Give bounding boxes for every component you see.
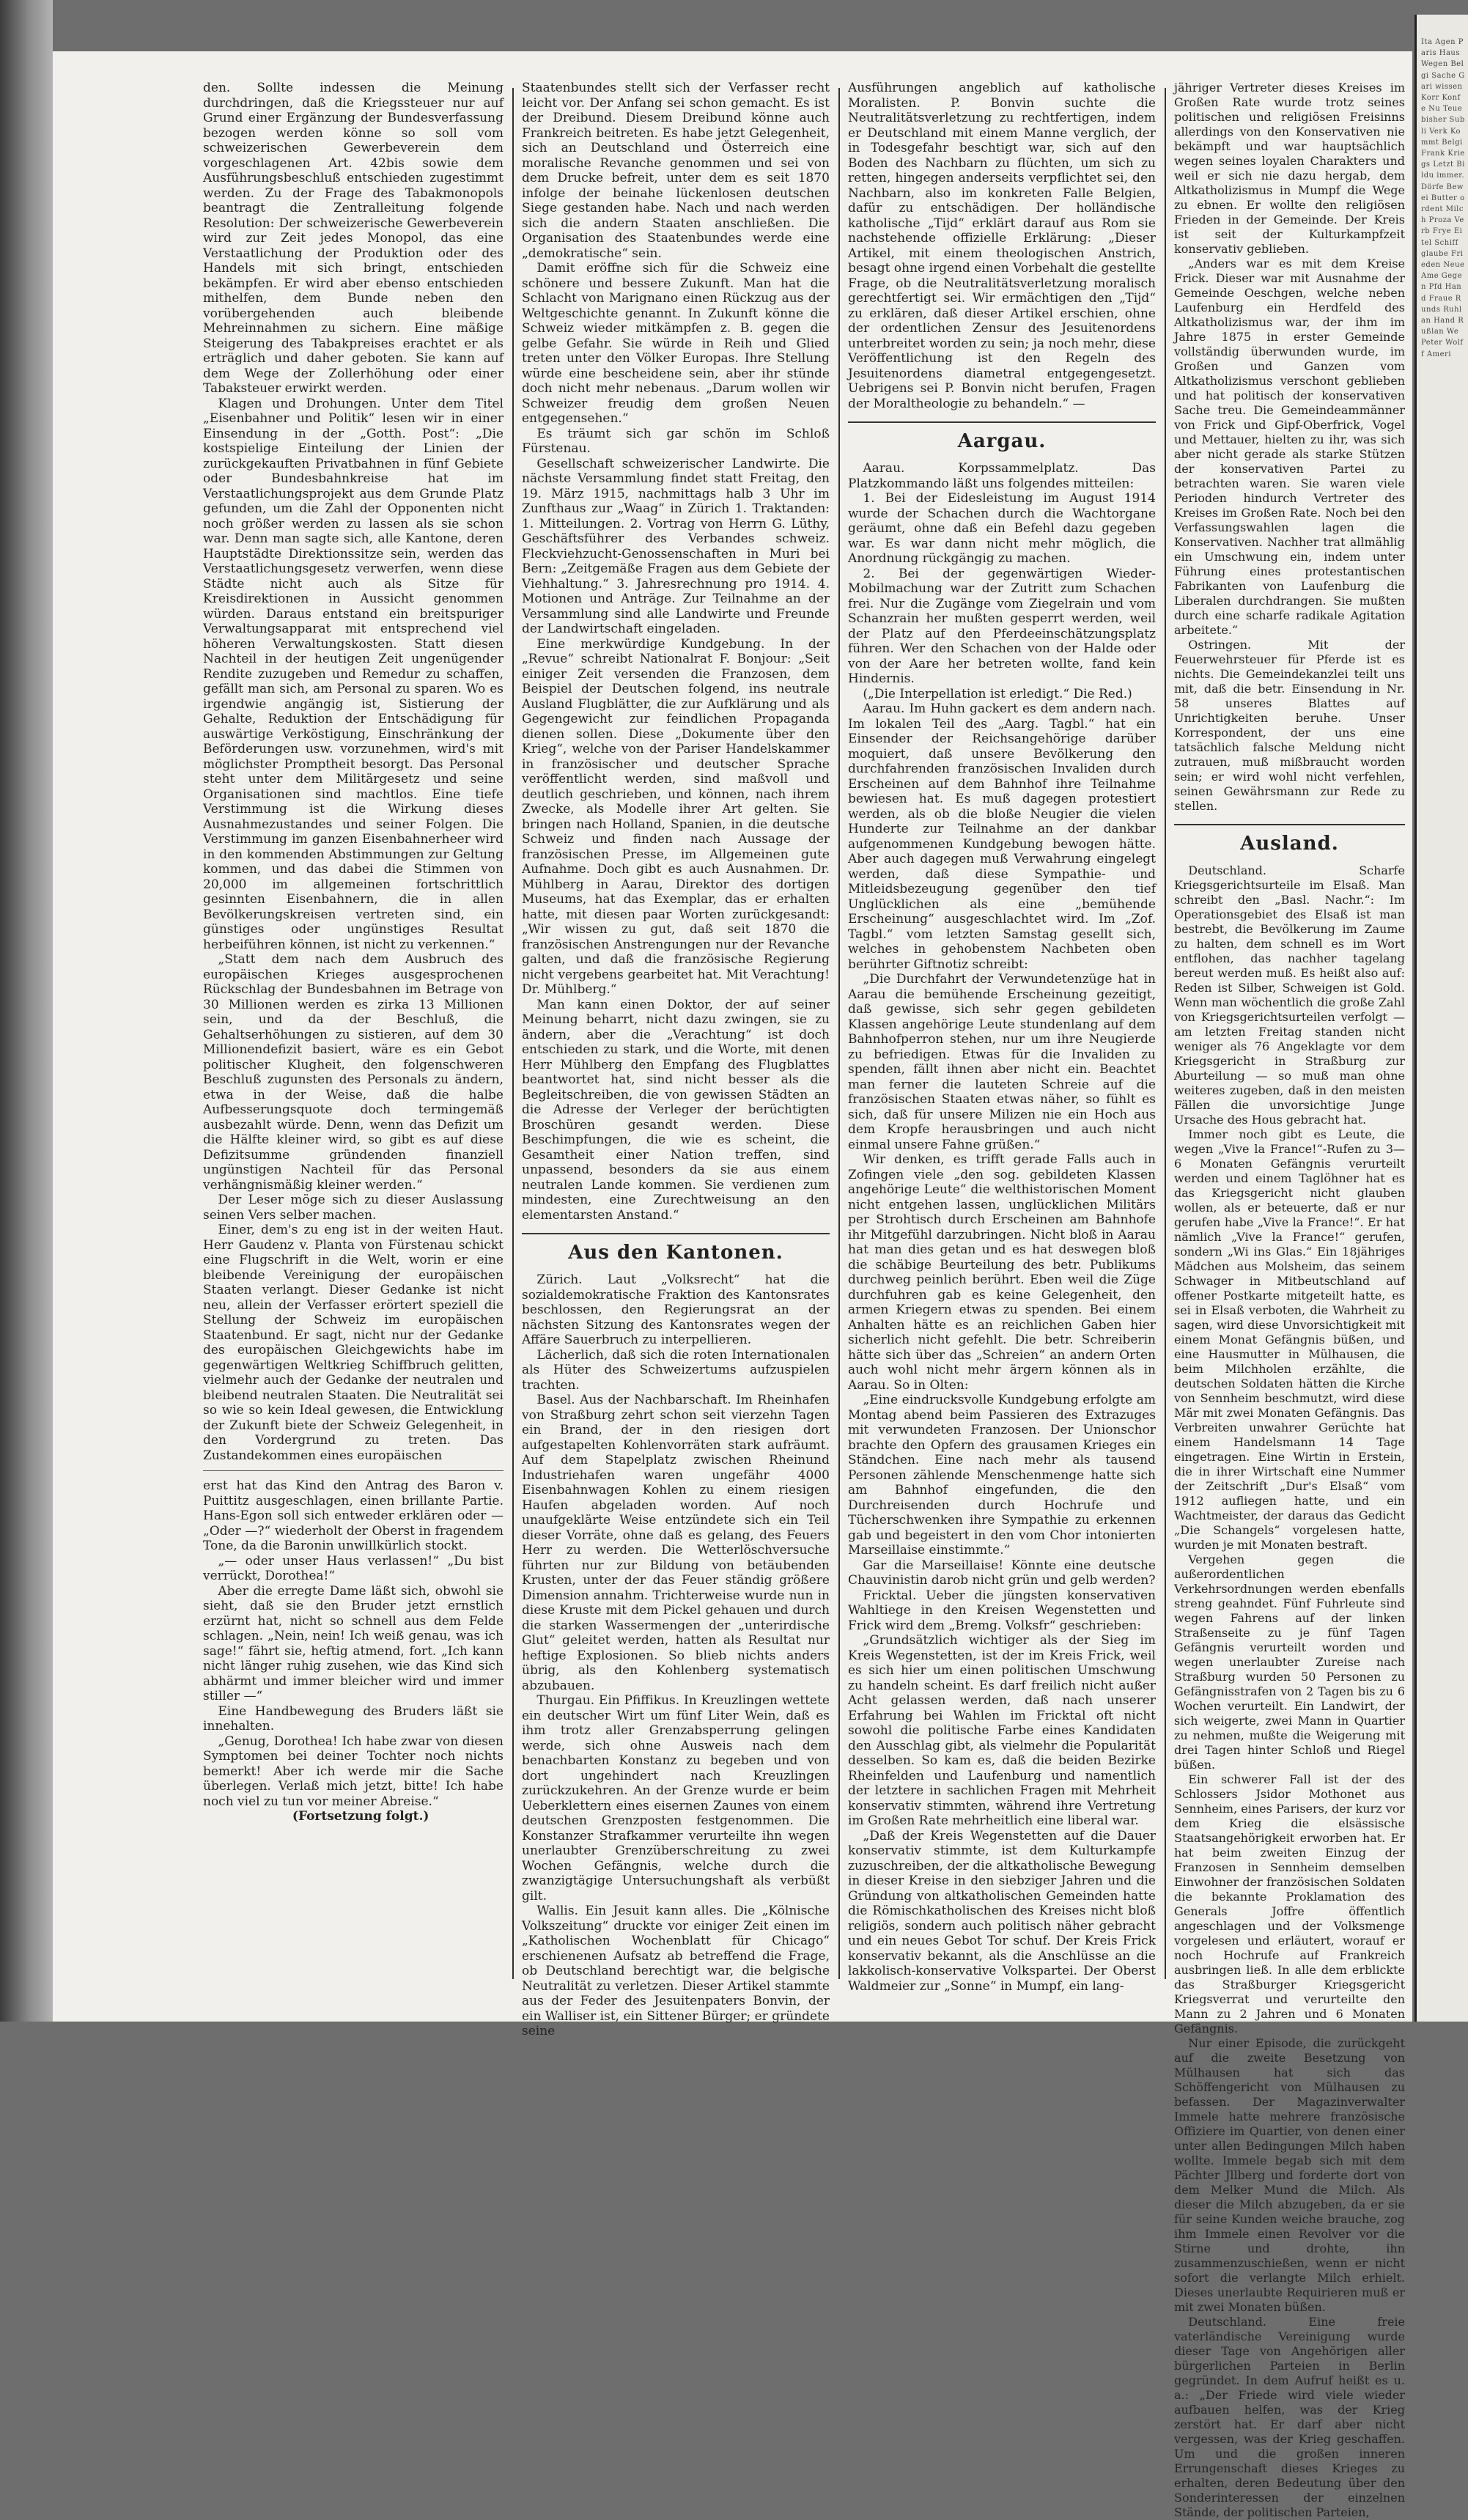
paragraph: Eine Handbewegung des Bruders läßt sie innehalten.	[203, 1703, 504, 1734]
feuilleton-divider	[203, 1470, 504, 1471]
column-1	[203, 81, 504, 1979]
paragraph: Immer noch gibt es Leute, die wegen „Vive la France!“-Rufen zu 3—6 Monaten Gefängnis verurteilt werden und einem Taglöhner hat es das Kriegsgericht nicht glauben wollen, als er beteuerte, daß er nur gerufen habe „Vive la France!“. Er hat nämlich „Vive la France!“ gerufen, sondern „Wi ins Glas.“ Ein 18jähriges Mädchen aus Molsheim, das seinem Schwager in Mitbeutschland auf offener Postkarte mitgeteilt hatte, es sei in Elsaß verboten, die Wahrheit zu sagen, wird diese Unvorsichtigkeit mit einem Monat Gefängnis büßen, und eine Hausmutter in Mülhausen, die beim Milchholen erzählte, die deutschen Soldaten hätten die Kirche von Sennheim beschmutzt, wird diese Mär mit zwei Monaten Gefängnis. Das Verbreiten unwahrer Gerüchte hat einem Handelsmann 14 Tage eingetragen. Eine Wirtin in Erstein, die in ihrer Wirtschaft eine Nummer der Zeitschrift „Dur's Elsaß“ vom 1912 aufliegen hatte, und ein Wachtmeister, der daraus das Gedicht „Die Schangels“ vorgelesen hatte, wurden je mit Monaten bestraft.	[1174, 1127, 1405, 1552]
paragraph: Vergehen gegen die außerordentlichen Verkehrsordnungen werden ebenfalls streng geahndet. Fünf Fuhrleute sind wegen Fahrens auf der linken Straßenseite zu je fünf Tagen Gefängnis verurteilt worden und wegen unerlaubter Zureise nach Straßburg wurden 50 Personen zu Gefängnisstrafen von 2 Tagen bis zu 6 Wochen verurteilt. Ein Landwirt, der sich weigerte, zwei Mann in Quartier zu nehmen, mußte die Weigerung mit drei Tagen hinter Schloß und Riegel büßen.	[1174, 1552, 1405, 1772]
section-title-aargau: Aargau.	[848, 421, 1156, 454]
paragraph: Nur einer Episode, die zurückgeht auf die zweite Besetzung von Mülhausen hat sich das Schöffengericht von Mülhausen zu befassen. Der Magazinverwalter Immele hatte mehrere französische Offiziere im Quartier, von denen einer unter allen Bedingungen Milch haben wollte. Immele begab sich mit dem Pächter Jllberg und forderte dort von dem Melker Mund die Milch. Als dieser die Milch abzugeben, da er sie für seine Kunden weiche brauche, zog ihm Immele einen Revolver vor die Stirne und drohte, ihn zusammenzuschießen, wenn er nicht sofort die verlangte Milch erhielt. Dieses unerlaubte Requirieren muß er mit zwei Monaten büßen.	[1174, 2036, 1405, 2314]
paragraph: Der Leser möge sich zu dieser Auslassung seinen Vers selber machen.	[203, 1193, 504, 1223]
paragraph: Einer, dem's zu eng ist in der weiten Haut. Herr Gaudenz v. Planta von Fürstenau schickt eine Flugschrift in die Welt, worin er eine bleibende Vereinigung der europäischen Staaten verlangt. Dieser Gedanke ist nicht neu, allein der Verfasser erörtert speziell die Stellung der Schweiz im europäischen Staatenbund. Er sagt, nicht nur der Gedanke des europäischen Gleichgewichts habe im gegenwärtigen Weltkrieg Schiffbruch gelitten, vielmehr auch der Gedanke der neutralen und bleibend neutralen Staaten. Die Neutralität sei so wie so kein Ideal gewesen, die Entwicklung der Zukunft biete der Schweiz Gelegenheit, in den Vordergrund zu treten. Das Zustandekommen eines europäischen	[203, 1223, 504, 1463]
paragraph: 2. Bei der gegenwärtigen Wieder-Mobilmachung war der Zutritt zum Schachen frei. Nur die Zugänge vom Ziegelrain und vom Schanzrain her mußten gesperrt werden, weil der Platz auf den Pferdeeinschätzungsplatz führen. Wer den Schachen von der Halde oder von der Aare her betreten wollte, fand kein Hindernis.	[848, 566, 1156, 686]
paragraph: „Genug, Dorothea! Ich habe zwar von diesen Symptomen bei deiner Tochter noch nichts bemerkt! Aber ich werde mir die Sache überlegen. Verlaß mich jetzt, bitte! Ich habe noch viel zu tun vor meiner Abreise.“	[203, 1734, 504, 1809]
paragraph: Ostringen. Mit der Feuerwehrsteuer für Pferde ist es nichts. Die Gemeindekanzlei teilt uns mit, daß die betr. Einsendung in Nr. 58 unseres Blattes auf Unrichtigkeiten beruhe. Unser Korrespondent, der uns eine tatsächlich falsche Meldung nicht zutrauen, muß mißbraucht worden sein; er wird wohl nicht verfehlen, seinen Gewährsmann zur Rede zu stellen.	[1174, 638, 1405, 813]
paragraph: 1. Bei der Eidesleistung im August 1914 wurde der Schachen durch die Wachtorgane geräumt, ohne daß ein Befehl dazu gegeben war. Es war dann nicht mehr möglich, die Anordnung rückgängig zu machen.	[848, 491, 1156, 566]
paragraph: Deutschland. Scharfe Kriegsgerichtsurteile im Elsaß. Man schreibt den „Basl. Nachr.“: Im Operationsgebiet des Elsaß ist man bestrebt, die Bevölkerung im Zaume zu halten, dem schnell es im Wort entflohen, das nachher tagelang bereut werden muß. Es heißt also auf: Reden ist Silber, Schweigen ist Gold. Wenn man wöchentlich die große Zahl von Kriegsgerichtsurteilen verfolgt — am letzten Freitag standen nicht weniger als 76 Angeklagte vor dem Kriegsgericht in Straßburg zur Aburteilung — so muß man ohne weiteres zugeben, daß in den meisten Fällen die unvorsichtige Junge Ursache des Hous gebracht hat.	[1174, 863, 1405, 1127]
paragraph: Aarau. Korpssammelplatz. Das Platzkommando läßt uns folgendes mitteilen:	[848, 461, 1156, 491]
column-4	[1174, 81, 1405, 2519]
paragraph: Wallis. Ein Jesuit kann alles. Die „Kölnische Volkszeitung“ druckte vor einiger Zeit einen im „Katholischen Wochenblatt für Chicago“ erschienenen Aufsatz ab betreffend die Frage, ob Deutschland berechtigt war, die belgische Neutralität zu verletzen. Dieser Artikel stammte aus der Feder des Jesuitenpaters Bonvin, der ein Walliser ist, ein Sittener Bürger; er gründete seine	[522, 1904, 830, 2038]
paragraph: „Anders war es mit dem Kreise Frick. Dieser war mit Ausnahme der Gemeinde Oeschgen, welche neben Laufenburg ein Herdfeld des Altkatholizismus war, der ihm im Jahre 1875 in erster Gemeinde vollständig überwunden wurde, im Großen und Ganzen vom Altkatholizismus verschont geblieben und hat politisch der konservativen Sache treu. Die Gemeindeammänner von Frick und Gipf-Oberfrick, Vogel und Mettauer, hielten zu ihr, was sich aber nicht gerade als starke Stützen der konservativen Partei zu betrachten waren. Sie waren viele Perioden hindurch Vertreter des Kreises im Großen Rate. Noch bei den Verfassungswahlen lagen die Konservativen. Nachher trat allmählig ein Umschwung ein, indem unter Führung eines protestantischen Fabrikanten von Laufenburg die Liberalen durchdrangen. Sie mußten durch eine scharfe radikale Agitation arbeitete.“	[1174, 257, 1405, 637]
paragraph: erst hat das Kind den Antrag des Baron v. Puittitz ausgeschlagen, einen brillante Partie. Hans-Egon soll sich entweder erklären oder — „Oder —?“ wiederholt der Oberst in fragendem Tone, da die Baronin unwillkürlich stockt.	[203, 1478, 504, 1553]
adjacent-page-edge	[1414, 15, 1468, 2022]
paragraph: Klagen und Drohungen. Unter dem Titel „Eisenbahner und Politik“ lesen wir in einer Einsendung in der „Gotth. Post“: „Die kostspielige Einteilung der Linien der zurückgekauften Privatbahnen in fünf Gebiete oder Bundesbahnkreise hat im Verstaatlichungsprojekt aus dem Grunde Platz gefunden, um die Zahl der Opponenten nicht noch größer werden zu lassen als sie schon war. Denn man sagte sich, alle Kantone, deren Hauptstädte Direktionssitze sein, werden das Verstaatlichungsgesetz verwerfen, wenn diese Städte nicht auch als Sitze für Kreisdirektionen in Aussicht genommen würden. Daraus entstand ein breitspuriger Verwaltungsapparat mit entsprechend viel höheren Verwaltungskosten. Statt diesen Nachteil in der heutigen Zeit ungenügender Rendite zuzugeben und Remedur zu schaffen, gefällt man sich, am Personal zu sparen. Wo es irgendwie angängig ist, Sistierung der Gehalte, Reduktion der Entschädigung für auswärtige Verköstigung, Einschränkung der Beförderungen usw. vorzunehmen, wird's mit möglichster Promptheit besorgt. Das Personal steht unter dem Militärgesetz und seine Organisationen sind machtlos. Eine tiefe Verstimmung ist die Wirkung dieses Ausnahmezustandes und seiner Folgen. Die Verstimmung im ganzen Eisenbahnerheer wird in den kommenden Abstimmungen zur Geltung kommen, und das dabei die Stimmen von 20,000 im allgemeinen fortschrittlich gesinnten Eisenbahnern, die in allen Bevölkerungskreisen vertreten sind, ein günstiges oder ungünstiges Resultat herbeiführen können, ist nicht zu verkennen.“	[203, 396, 504, 952]
paragraph: den. Sollte indessen die Meinung durchdringen, daß die Kriegssteuer nur auf Grund einer Ergänzung der Bundesverfassung bezogen werden könne so soll vom schweizerischen Gewerbeverein dem vorgeschlagenen Art. 42bis sowie dem Ausführungsbeschluß entschieden zugestimmt werden. Zu der Frage des Tabakmonopols beantragt die Zentralleitung folgende Resolution: Der schweizerische Gewerbeverein wird zur Zeit jedes Monopol, das eine Verstaatlichung der Produktion oder des Handels mit sich bringt, entschieden bekämpfen. Er wird aber ebenso entschieden mithelfen, dem Bunde neben den vorübergehenden auch bleibende Mehreinnahmen zu sichern. Eine mäßige Steigerung des Tabakpreises erachtet er als erträglich und daher geboten. Sie kann auf dem Wege der Zollerhöhung oder einer Tabaksteuer erwirkt werden.	[203, 81, 504, 396]
paragraph: Fricktal. Ueber die jüngsten konservativen Wahltiege in den Kreisen Wegenstetten und Frick wird dem „Bremg. Volksfr“ geschrieben:	[848, 1588, 1156, 1633]
paragraph: „Grundsätzlich wichtiger als der Sieg im Kreis Wegenstetten, ist der im Kreis Frick, weil es sich hier um einen politischen Umschwung zu handeln scheint. Es darf freilich nicht außer Acht gelassen werden, daß nach unserer Erfahrung bei Wahlen im Fricktal oft nicht sowohl die politische Farbe eines Kandidaten den Ausschlag gibt, als vielmehr die Popularität desselben. So kam es, daß die beiden Bezirke Rheinfelden und Laufenburg und namentlich der letztere in sachlichen Fragen mit Mehrheit konservativ stimmten, während ihre Vertretung im Großen Rate mehrheitlich eine liberal war.	[848, 1633, 1156, 1828]
column-2	[522, 81, 830, 2038]
paragraph: Man kann einen Doktor, der auf seiner Meinung beharrt, nicht dazu zwingen, sie zu ändern, aber die „Verachtung“ ist doch entschieden zu stark, und die Worte, mit denen Herr Mühlberg den Empfang des Flugblattes beantwortet hat, sind nicht besser als die Begleitschreiben, die von gewissen Städten an die Adresse der Verleger der berüchtigten Broschüren gesandt werden. Diese Beschimpfungen, die wie es scheint, die Gesamtheit einer Nation treffen, sind unpassend, besonders da sie aus einem neutralen Lande kommen. Sie verdienen zum mindesten, eine Zurechtweisung an den elementarsten Anstand.“	[522, 997, 830, 1223]
paragraph: Lächerlich, daß sich die roten Internationalen als Hüter des Schweizertums aufzuspielen trachten.	[522, 1347, 830, 1393]
newspaper-page	[53, 51, 1412, 2519]
paragraph: Zürich. Laut „Volksrecht“ hat die sozialdemokratische Fraktion des Kantonsrates beschlossen, den Regierungsrat an der nächsten Sitzung des Kantonsrates wegen der Affäre Sauerbruch zu interpellieren.	[522, 1272, 830, 1347]
paragraph: Gesellschaft schweizerischer Landwirte. Die nächste Versammlung findet statt Freitag, den 19. März 1915, nachmittags halb 3 Uhr im Zunfthaus zur „Waag“ in Zürich 1. Traktanden: 1. Mitteilungen. 2. Vortrag von Herrn G. Lüthy, Geschäftsführer des Verbandes schweiz. Fleckviehzucht-Genossenschaften in Muri bei Bern: „Zeitgemäße Fragen aus dem Gebiete der Viehhaltung.“ 3. Jahresrechnung pro 1914. 4. Motionen und Anträge. Zur Teilnahme an der Versammlung sind alle Landwirte und Freunde der Landwirtschaft eingeladen.	[522, 456, 830, 636]
column-rule	[1165, 88, 1166, 1979]
paragraph: jähriger Vertreter dieses Kreises im Großen Rate wurde trotz seines politischen und religiösen Freisinns allerdings von den Konservativen nie bekämpft und war hauptsächlich wegen seines loyalen Charakters und weil er sich nie dazu hergab, dem Altkatholizismus in Mumpf die Wege zu ebnen. Er wollte den religiösen Frieden in der Gemeinde. Der Kreis ist seit der Kulturkampfzeit konservativ geblieben.	[1174, 81, 1405, 256]
paragraph: Aber die erregte Dame läßt sich, obwohl sie sieht, daß sie den Bruder jetzt ernstlich erzürnt hat, nicht so schnell aus dem Felde schlagen. „Nein, nein! Ich weiß genau, was ich sage!“ fährt sie, heftig atmend, fort. „Ich kann nicht länger ruhig zusehen, wie das Kind sich abhärmt und immer bleicher wird und immer stiller —“	[203, 1583, 504, 1703]
paragraph: Ausführungen angeblich auf katholische Moralisten. P. Bonvin suchte die Neutralitätsverletzung zu rechtfertigen, indem er Deutschland mit einem Manne verglich, der in Todesgefahr beschtigt war, sich auf den Boden des Nachbarn zu flüchten, um sich zu retten, hingegen anderseits verpflichtet sei, den Nachbarn, also im konkreten Falle Belgien, dafür zu entschädigen. Der holländische katholische „Tijd“ erklärt darauf aus Rom sie nachstehende offizielle Erklärung: „Dieser Artikel, mit einem theologischen Anstrich, besagt ohne irgend einen Vorbehalt die gestellte Frage, ob die Neutralitätsverletzung moralisch gerechtfertigt sei. Wir ermächtigen den „Tijd“ zu erklären, daß dieser Artikel erschien, ohne der ordentlichen Zensur des Jesuitenordens unterbreitet worden zu sein; ja noch mehr, diese Veröffentlichung ist den Regeln des Jesuitenordens diametral entgegengesetzt. Uebrigens sei P. Bonvin nicht berufen, Fragen der Moraltheologie zu behandeln.“ —	[848, 81, 1157, 411]
paragraph: Aarau. Im Huhn gackert es dem andern nach. Im lokalen Teil des „Aarg. Tagbl.“ hat ein Einsender der Reichsangehörige darüber moquiert, daß unsere Bevölkerung den durchfahrenden französischen Invaliden durch Erscheinen auf dem Bahnhof ihre Teilnahme bewiesen hat. Es muß dagegen protestiert werden, als ob die bloße Neugier die vielen Hunderte zur Teilnahme an der dankbar aufgenommenen Kundgebung bewogen hätte. Aber auch dagegen muß Verwahrung eingelegt werden, daß diese Sympathie- und Mitleidsbezeugung gegenüber den tief Unglücklichen als eine „bemühende Erscheinung“ ausgeschlachtet wird. Im „Zof. Tagbl.“ vom letzten Samstag gesellt sich, welches in gehobenstem Nachbeten oben berührter Giftnotiz schreibt:	[848, 701, 1156, 972]
continued-note: (Fortsetzung folgt.)	[292, 1809, 429, 1824]
paragraph: Thurgau. Ein Pfiffikus. In Kreuzlingen wettete ein deutscher Wirt um fünf Liter Wein, daß es ihm trotz aller Grenzabsperrung gelingen werde, sich ohne Ausweis nach dem benachbarten Konstanz zu begeben und von dort ungehindert nach Kreuzlingen zurückzukehren. An der Grenze wurde er beim Ueberklettern eines eisernen Zaunes von einem deutschen Grenzposten festgenommen. Die Konstanzer Strafkammer verurteilte ihn wegen unerlaubter Grenzüberschreitung zu zwei Wochen Gefängnis, welche durch die zwanzigtägige Untersuchungshaft als verbüßt gilt.	[522, 1693, 830, 1904]
paragraph: („Die Interpellation ist erledigt.“ Die Red.)	[863, 686, 1132, 701]
column-3	[848, 81, 1157, 1994]
paragraph: Ein schwerer Fall ist der des Schlossers Jsidor Mothonet aus Sennheim, eines Parisers, der kurz vor dem Krieg die elsässische Staatsangehörigkeit erworben hat. Er hat beim zweiten Einzug der Franzosen in Sennheim demselben Einwohner der französischen Soldaten die bekannte Proklamation des Generals Joffre öffentlich angeschlagen und der Volksmenge vorgelesen und erläutert, worauf er noch Hochrufe auf Frankreich ausbringen ließ. In alle dem erblickte das Straßburger Kriegsgericht Kriegsverrat und verurteilte den Mann zu 2 Jahren und 6 Monaten Gefängnis.	[1174, 1772, 1405, 2035]
column-rule	[512, 88, 514, 1979]
section-title-kantonen: Aus den Kantonen.	[522, 1233, 830, 1265]
adjacent-page-text: Ita Agen Paris Haus Wegen Belgi Sache Gari wissen Korr Konfe Nu Teue bisher Subli Verk Kommt Belgi Frank Kriegs Letzt Bildu immer. Dörfe Bewei Butter ordent Milch Proza Verb Frye Eitel Schiff glaube Frieden Neue Ame Gegen Pfd Hand Fraue Runds Ruhlan Hand Rußlan We Peter Wolff Ameri	[1421, 38, 1465, 358]
paragraph: „Eine eindrucksvolle Kundgebung erfolgte am Montag abend beim Passieren des Extrazuges mit verwundeten Franzosen. Der Unionschor brachte den Opfern des grausamen Krieges ein Ständchen. Eine nach mehr als tausend Personen zählende Menschenmenge hatte sich am Bahnhof eingefunden, die den Durchreisenden durch Hochrufe und Tücherschwenken ihre Sympathie zu erkennen gab und begeistert in den vom Chor intonierten Marseillaise einstimmte.“	[848, 1393, 1156, 1558]
paragraph: „Daß der Kreis Wegenstetten auf die Dauer konservativ stimmte, ist dem Kulturkampfe zuzuschreiben, der die altkatholische Bewegung in dieser Kreise in den siebziger Jahren und die Gründung von altkatholischen Gemeinden hatte die Römischkatholischen des Kreises nicht bloß religiös, sondern auch politisch näher gebracht und ein neues Gebot Tor schuf. Der Kreis Frick konservativ bekannt, als die Anschlüsse an die lakkolisch-konservative Volkspartei. Der Oberst Waldmeier zur „Sonne“ in Mumpf, ein lang-	[848, 1828, 1156, 1994]
book-binding	[0, 0, 53, 2022]
section-title-ausland: Ausland.	[1174, 824, 1405, 856]
paragraph: Es träumt sich gar schön im Schloß Fürstenau.	[522, 426, 830, 456]
paragraph: Deutschland. Eine freie vaterländische Vereinigung wurde dieser Tage von Angehörigen aller bürgerlichen Parteien in Berlin gegründet. In dem Aufruf heißt es u. a.: „Der Friede wird viele wieder aufbauen helfen, was der Krieg zerstört hat. Er darf aber nicht vergessen, was der Krieg geschaffen. Um und die großen inneren Errungenschaft dieses Krieges zu erhalten, deren Bedeutung über den Sonderinteressen der einzelnen Stände, der politischen Parteien,	[1174, 2315, 1405, 2519]
paragraph: Gar die Marseillaise! Könnte eine deutsche Chauvinistin darob nicht grün und gelb werden?	[848, 1558, 1156, 1588]
paragraph: Wir denken, es trifft gerade Falls auch in Zofingen viele „den sog. gebildeten Klassen angehörige Leute“ die welthistorischen Moment nicht entgehen lassen, unglücklichen Militärs per Strohtisch durch Erscheinen am Bahnhofe ihr Mitgefühl darzubringen. Nicht bloß in Aarau hat man dies getan und es hat deswegen bloß die schäbige Beurteilung des betr. Publikums durchweg peinlich berührt. Eben weil die Züge durchfuhren gab es keine Gelegenheit, den armen Kriegern etwas zu spenden. Bei einem Anhalten hätte es an reichlichen Gaben hier sicherlich nicht gefehlt. Die betr. Schreiberin hätte sich über das „Schreien“ an andern Orten auch wohl nicht mehr ärgern können als in Aarau. So in Olten:	[848, 1152, 1156, 1393]
paragraph: Damit eröffne sich für die Schweiz eine schönere und bessere Zukunft. Man hat die Schlacht von Marignano einen Rückzug aus der Weltgeschichte genannt. In Zukunft könne die Schweiz wieder mitkämpfen z. B. gegen die gelbe Gefahr. Sie würde in Reih und Glied treten unter den Völker Europas. Ihre Stellung würde eine bescheidene sein, aber ihr stünde doch nicht mehr nebenaus. „Darum wollen wir Schweizer freudig dem großen Neuen entgegensehen.“	[522, 261, 830, 426]
paragraph: „Statt dem nach dem Ausbruch des europäischen Krieges ausgesprochenen Rückschlag der Bundesbahnen im Betrage von 30 Millionen werden es zirka 13 Millionen sein, und da der Beschluß, die Gehaltserhöhungen zu sistieren, auf dem 30 Millionendefizit basiert, wäre es ein Gebot politischer Klugheit, den folgenschweren Beschluß zugunsten des Personals zu ändern, etwa in der Weise, daß die halbe Aufbesserungsquote doch termingemäß ausbezahlt würde. Denn, wenn das Defizit um die Hälfte kleiner wird, so gibt es auf diese Defizitsumme gründenden finanziell ungünstigen Nachteil für das Personal verhängnismäßig kleiner werden.“	[203, 952, 504, 1193]
paragraph: „Die Durchfahrt der Verwundetenzüge hat in Aarau die bemühende Erscheinung gezeitigt, daß gewisse, sich sehr gegen gebildeten Klassen angehörige Leute stundenlang auf dem Bahnhofperron stehen, nur um ihre Neugierde zu befriedigen. Etwas für die Invaliden zu spenden, fällt ihnen aber nicht ein. Beachtet man ferner die lauteten Schreie auf die französischen Staaten etwas näher, so fühlt es sich, daß für unsere Milizen nie ein Hoch aus dem Kropfe herausbringen und auch nicht einmal unsere Fahne grüßen.“	[848, 972, 1156, 1152]
paragraph: Eine merkwürdige Kundgebung. In der „Revue“ schreibt Nationalrat F. Bonjour: „Seit einiger Zeit versenden die Franzosen, dem Beispiel der Deutschen folgend, ins neutrale Ausland Flugblätter, die zur Aufklärung und als Gegengewicht zur feindlichen Propaganda dienen sollen. Diese „Dokumente über den Krieg“, welche von der Pariser Handelskammer in französischer und deutscher Sprache veröffentlicht werden, sind maßvoll und deutlich geschrieben, und können, nach ihrem Zwecke, als Modelle ihrer Art gelten. Sie bringen nach Holland, Spanien, in die deutsche Schweiz und finden nach Aussage der französischen Presse, im Allgemeinen gute Aufnahme. Doch gibt es auch Ausnahmen. Dr. Mühlberg in Aarau, Direktor des dortigen Museums, hat das Exemplar, das er erhalten hatte, mit diesen paar Worten zurückgesandt: „Wir wissen zu gut, daß seit 1870 die französischen Anstrengungen nur der Revanche galten, und daß die französische Regierung nicht vergebens gearbeitet hat. Mit Verachtung! Dr. Mühlberg.“	[522, 636, 830, 997]
paragraph: Staatenbundes stellt sich der Verfasser recht leicht vor. Der Anfang sei schon gemacht. Es ist der Dreibund. Diesem Dreibund könne auch Frankreich beitreten. Es habe jetzt Gelegenheit, sich an Deutschland und Österreich eine moralische Revanche genommen und sei von dem Drucke befreit, unter dem es seit 1870 infolge der beinahe lückenlosen deutschen Siege gestanden habe. Nach und nach werden sich die andern Staaten anschließen. Die Organisation des Staatenbundes werde eine „demokratische“ sein.	[522, 81, 830, 261]
paragraph: „— oder unser Haus verlassen!“ „Du bist verrückt, Dorothea!“	[203, 1553, 504, 1583]
column-rule	[838, 88, 840, 1979]
paragraph: Basel. Aus der Nachbarschaft. Im Rheinhafen von Straßburg zehrt schon seit vierzehn Tagen ein Brand, der in den riesigen dort aufgestapelten Kohlenvorräten stark aufräumt. Auf dem Stapelplatz zwischen Rheinund Industriehafen waren ungefähr 4000 Eisenbahnwagen Kohlen zu einem riesigen Haufen abgeladen worden. Auf noch unaufgeklärte Weise entzündete sich ein Teil dieser Vorräte, ohne daß es gelang, des Feuers Herr zu werden. Die Wetterlöschversuche führten nur zur Bildung von betäubenden Krusten, unter der das Feuer ständig größere Dimension annahm. Trichterweise wurde nun in diese Kruste mit dem Pickel gehauen und durch die starken Wassermengen der „unterirdische Glut“ geleitet werden, hatten als Resultat nur heftige Explosionen. So blieb nichts anders übrig, als den Kohlenberg systematisch abzubauen.	[522, 1393, 830, 1693]
